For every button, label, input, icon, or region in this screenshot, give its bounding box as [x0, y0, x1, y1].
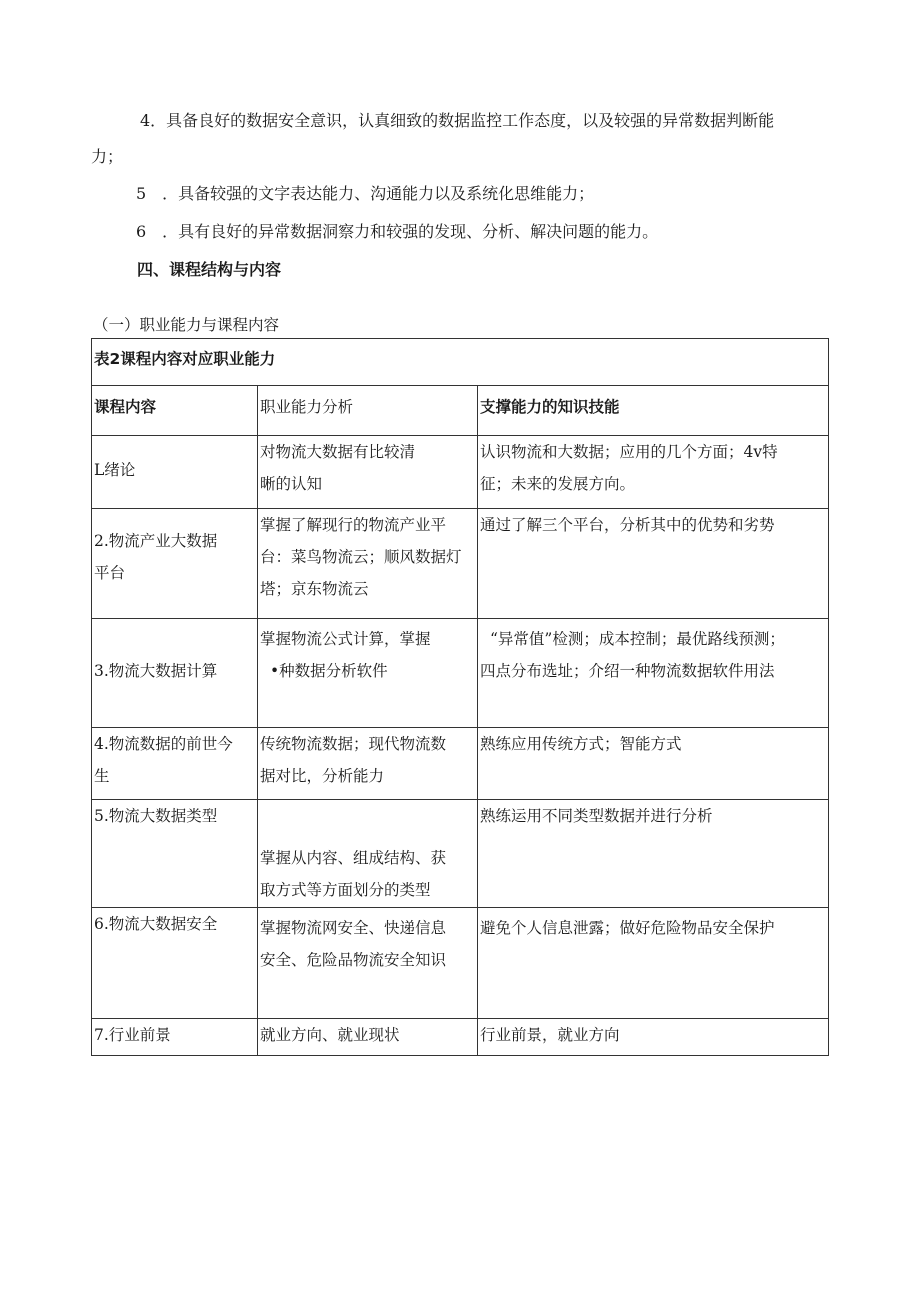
cell-ability [258, 728, 478, 800]
cell-ability [258, 509, 478, 619]
table-row [92, 436, 829, 509]
cell-skills [478, 728, 829, 800]
cell-line: 传统物流数据；现代物流数 [260, 735, 447, 753]
cell-content [92, 728, 258, 800]
cell-line: 取方式等方面划分的类型 [260, 881, 431, 899]
cell-line: 熟练应用传统方式；智能方式 [480, 735, 682, 753]
cell-line: 5.物流大数据类型 [94, 807, 218, 825]
cell-skills [478, 509, 829, 619]
table-row [92, 1019, 829, 1056]
cell-line: L绪论 [94, 461, 136, 479]
cell-line: 台：菜鸟物流云；顺风数据灯 [260, 548, 462, 566]
table-caption: 表2课程内容对应职业能力 [92, 339, 829, 386]
cell-line: 生 [94, 767, 110, 785]
cell-ability [258, 436, 478, 509]
cell-content [92, 1019, 258, 1056]
cell-skills [478, 908, 829, 1019]
cell-line: •种数据分析软件 [270, 662, 388, 680]
cell-line: 掌握物流网安全、快递信息 [260, 919, 447, 937]
cell-ability [258, 619, 478, 728]
cell-line: 熟练运用不同类型数据并进行分析 [480, 807, 713, 825]
table-row [92, 908, 829, 1019]
cell-line: 晰的认知 [260, 475, 323, 493]
table-row [92, 728, 829, 800]
cell-ability [258, 1019, 478, 1056]
section-subheading: （一）职业能力与课程内容 [93, 316, 280, 334]
table-row [92, 619, 829, 728]
table-row [92, 800, 829, 908]
course-ability-table [91, 338, 829, 1056]
cell-ability [258, 800, 478, 908]
cell-line: 对物流大数据有比较清 [260, 443, 416, 461]
paragraph-item-4-continued: 力； [91, 147, 124, 166]
cell-content [92, 908, 258, 1019]
cell-line: 行业前景，就业方向 [480, 1026, 620, 1044]
table-caption-row [92, 339, 829, 386]
cell-line: “异常值”检测；成本控制；最优路线预测； [490, 630, 785, 648]
cell-content [92, 619, 258, 728]
cell-line: 四点分布选址；介绍一种物流数据软件用法 [480, 662, 775, 680]
header-course-content: 课程内容 [92, 386, 258, 436]
cell-line: 2.物流产业大数据 [94, 532, 218, 550]
cell-skills [478, 1019, 829, 1056]
cell-line: 通过了解三个平台，分析其中的优势和劣势 [480, 516, 775, 534]
cell-line: 4.物流数据的前世今 [94, 735, 233, 753]
cell-line: 安全、危险品物流安全知识 [260, 951, 447, 969]
cell-line: 7.行业前景 [94, 1026, 171, 1044]
paragraph-item-4: 4．具备良好的数据安全意识，认真细致的数据监控工作态度，以及较强的异常数据判断能 [140, 111, 775, 130]
table-row [92, 509, 829, 619]
header-supporting-skills: 支撑能力的知识技能 [478, 386, 829, 436]
cell-line: 掌握了解现行的物流产业平 [260, 516, 447, 534]
cell-line: 据对比，分析能力 [260, 767, 385, 785]
cell-skills [478, 800, 829, 908]
cell-skills [478, 436, 829, 509]
cell-content [92, 436, 258, 509]
cell-line: 就业方向、就业现状 [260, 1026, 400, 1044]
section-heading: 四、课程结构与内容 [137, 260, 282, 279]
cell-line: 6.物流大数据安全 [94, 915, 218, 933]
cell-line: 3.物流大数据计算 [94, 662, 218, 680]
cell-skills [478, 619, 829, 728]
cell-line: 塔；京东物流云 [260, 580, 369, 598]
paragraph-item-5: 5 ．具备较强的文字表达能力、沟通能力以及系统化思维能力； [136, 184, 595, 203]
header-ability-analysis: 职业能力分析 [258, 386, 478, 436]
table-header-row [92, 386, 829, 436]
cell-line: 平台 [94, 564, 126, 582]
cell-line: 避免个人信息泄露；做好危险物品安全保护 [480, 919, 775, 937]
cell-line: 认识物流和大数据；应用的几个方面；4v特 [480, 443, 778, 461]
paragraph-item-6: 6 ．具有良好的异常数据洞察力和较强的发现、分析、解决问题的能力。 [136, 222, 659, 241]
cell-content [92, 509, 258, 619]
cell-line: 掌握从内容、组成结构、获 [260, 849, 447, 867]
cell-line: 掌握物流公式计算，掌握 [260, 630, 431, 648]
cell-ability [258, 908, 478, 1019]
cell-content [92, 800, 258, 908]
cell-line: 征；未来的发展方向。 [480, 475, 636, 493]
